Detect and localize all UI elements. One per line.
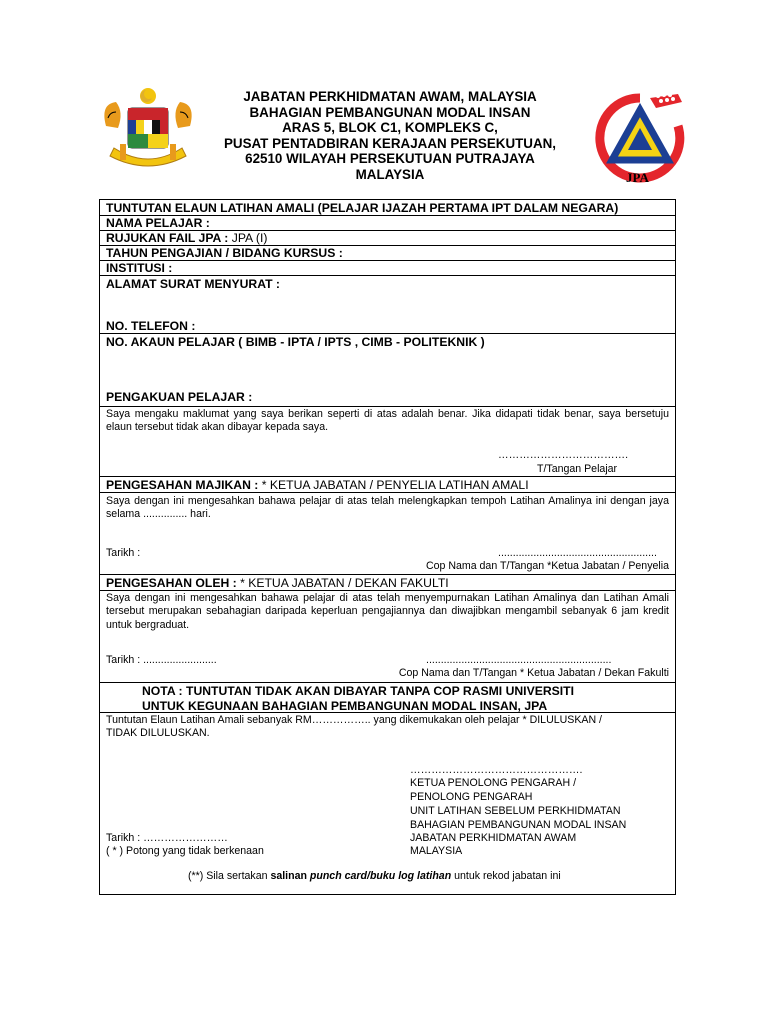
rujukan-field bbox=[106, 231, 267, 245]
jpa-logo-icon bbox=[590, 84, 690, 184]
oleh-label-bold: PENGESAHAN OLEH : bbox=[106, 576, 237, 590]
coat-of-arms-icon bbox=[100, 86, 196, 170]
majikan-tarikh: Tarikh : bbox=[106, 547, 141, 559]
officer-line: BAHAGIAN PEMBANGUNAN MODAL INSAN bbox=[410, 819, 627, 831]
kelulusan-tarikh: Tarikh : …………………… bbox=[106, 832, 228, 844]
signature-line: ………………………………. bbox=[498, 449, 629, 461]
claim-form bbox=[99, 199, 676, 895]
akaun-row bbox=[100, 333, 675, 404]
form-title: TUNTUTAN ELAUN LATIHAN AMALI (PELAJAR IJAZAH PERTAMA IPT DALAM NEGARA) bbox=[106, 201, 619, 215]
footnote-italic: punch card bbox=[309, 870, 367, 882]
kelulusan-text-1: Tuntutan Elaun Latihan Amali sebanyak RM…………….. yang dikemukakan oleh pelajar * DILULUSKAN / bbox=[106, 714, 602, 726]
potong-note: ( * ) Potong yang tidak berkenaan bbox=[106, 845, 264, 857]
header-line: JABATAN PERKHIDMATAN AWAM, MALAYSIA bbox=[243, 89, 537, 104]
majikan-signature-label: Cop Nama dan T/Tangan *Ketua Jabatan / Penyelia bbox=[425, 560, 669, 572]
majikan-text: Saya dengan ini mengesahkan bahawa pelajar di atas telah melengkapkan tempoh Latihan Amalinya ini dengan jaya selama ............... hari. bbox=[106, 495, 669, 521]
officer-line: MALAYSIA bbox=[410, 845, 463, 857]
signature-line: …………………………………………. bbox=[410, 764, 583, 776]
oleh-label-rest: * KETUA JABATAN / DEKAN FAKULTI bbox=[236, 576, 449, 590]
oleh-header-row bbox=[100, 574, 675, 590]
kelulusan-text-2: TIDAK DILULUSKAN. bbox=[106, 727, 210, 739]
oleh-label bbox=[106, 576, 449, 590]
institusi-row bbox=[100, 260, 675, 275]
alamat-label: ALAMAT SURAT MENYURAT : bbox=[106, 277, 280, 291]
alamat-row bbox=[100, 275, 675, 333]
nama-label: NAMA PELAJAR : bbox=[106, 216, 210, 230]
footnote-italic: /buku log latihan bbox=[367, 870, 452, 882]
footnote-pre: (**) Sila sertakan bbox=[188, 870, 271, 882]
header-line: BAHAGIAN PEMBANGUNAN MODAL INSAN bbox=[249, 104, 531, 120]
rujukan-row bbox=[100, 230, 675, 245]
tahun-row bbox=[100, 245, 675, 260]
majikan-label-rest: * KETUA JABATAN / PENYELIA LATIHAN AMALI bbox=[258, 478, 529, 492]
nota-text: NOTA : TUNTUTAN TIDAK AKAN DIBAYAR TANPA COP RASMI UNIVERSITI bbox=[142, 684, 574, 698]
pengakuan-text: Saya mengaku maklumat yang saya berikan seperti di atas adalah benar. Jika didapati tidak benar, saya bersetuju elaun tersebut tidak akan dibayar kepada saya. bbox=[106, 408, 669, 434]
akaun-label: NO. AKAUN PELAJAR ( BIMB - IPTA / IPTS , CIMB - POLITEKNIK ) bbox=[106, 335, 485, 349]
footnote-post: untuk rekod jabatan ini bbox=[451, 870, 561, 882]
nama-row bbox=[100, 215, 675, 230]
oleh-row bbox=[100, 590, 675, 682]
kelulusan-row bbox=[100, 712, 675, 896]
nota-row bbox=[100, 682, 675, 712]
kegunaan-text: UNTUK KEGUNAAN BAHAGIAN PEMBANGUNAN MODAL INSAN, JPA bbox=[142, 699, 548, 713]
majikan-header-row bbox=[100, 476, 675, 492]
signature-line: ...................................................... bbox=[498, 547, 657, 559]
majikan-label bbox=[106, 478, 529, 492]
telefon-label: NO. TELEFON : bbox=[106, 319, 196, 333]
letterhead-address bbox=[210, 89, 570, 182]
oleh-tarikh: Tarikh : ......................... bbox=[106, 654, 217, 666]
form-title-row bbox=[100, 200, 675, 215]
rujukan-value: JPA (I) bbox=[228, 231, 268, 245]
signature-line: ............................................................... bbox=[426, 654, 612, 666]
footnote bbox=[188, 870, 561, 883]
officer-line: KETUA PENOLONG PENGARAH / bbox=[410, 777, 577, 789]
majikan-label-bold: PENGESAHAN MAJIKAN : bbox=[106, 478, 259, 492]
officer-line: PENOLONG PENGARAH bbox=[410, 791, 533, 803]
majikan-row bbox=[100, 492, 675, 574]
tahun-label: TAHUN PENGAJIAN / BIDANG KURSUS : bbox=[106, 246, 343, 260]
officer-line: UNIT LATIHAN SEBELUM PERKHIDMATAN bbox=[410, 805, 621, 817]
header-line: 62510 WILAYAH PERSEKUTUAN PUTRAJAYA bbox=[245, 151, 535, 166]
header-line: ARAS 5, BLOK C1, KOMPLEKS C, bbox=[282, 120, 498, 135]
officer-line: JABATAN PERKHIDMATAN AWAM bbox=[410, 832, 577, 844]
jpa-label: JPA bbox=[626, 170, 649, 185]
footnote-bold: salinan bbox=[270, 870, 310, 882]
pelajar-signature-label: T/Tangan Pelajar bbox=[537, 463, 618, 475]
oleh-text: Saya dengan ini mengesahkan bahawa pelajar di atas telah menyempurnakan Latihan Amalinya dan Latihan Amali tersebut merupakan sebahagian daripada keperluan pengajiannya dan diwajibkan mengambil sebanyak 6 jam kredit untuk bergraduat. bbox=[106, 592, 669, 631]
institusi-label: INSTITUSI : bbox=[106, 261, 173, 275]
header-line: PUSAT PENTADBIRAN KERAJAAN PERSEKUTUAN, bbox=[223, 135, 557, 151]
rujukan-label: RUJUKAN FAIL JPA : bbox=[106, 231, 229, 245]
oleh-signature-label: Cop Nama dan T/Tangan * Ketua Jabatan / Dekan Fakulti bbox=[398, 667, 669, 679]
pengakuan-row bbox=[100, 406, 675, 476]
pengakuan-label: PENGAKUAN PELAJAR : bbox=[106, 390, 253, 404]
header-line: MALAYSIA bbox=[355, 166, 425, 182]
letterhead bbox=[0, 0, 768, 200]
